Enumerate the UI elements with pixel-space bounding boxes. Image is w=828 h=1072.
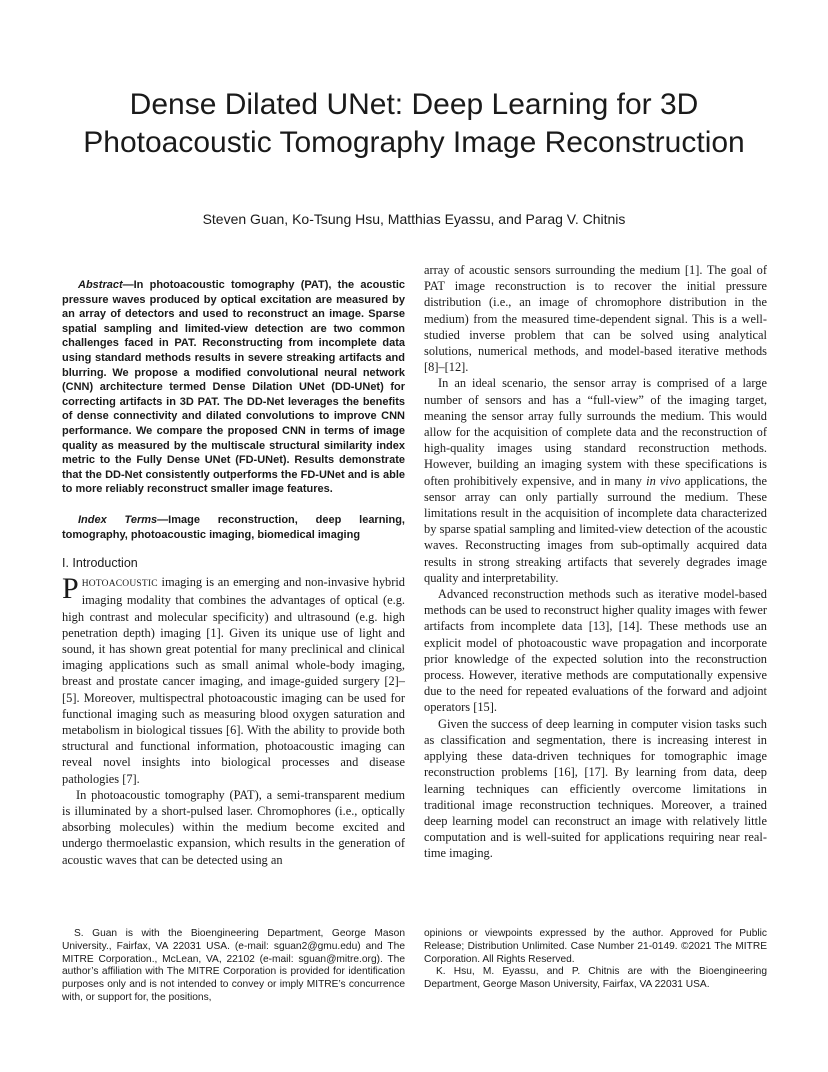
- footnote-affiliation-guan: S. Guan is with the Bioengineering Department, George Mason University., Fairfax, VA 22031 USA. (e-mail: sguan2@gmu.edu) and The MITRE Corporation., McLean, VA, 22102 (e-mail: sguan@mitre.org). The author’s affiliation with The MITRE Corporation is provided for identification purposes only and is not intended to convey or imply MITRE’s concurrence with, or support for, the positions,: [62, 928, 405, 1003]
- index-terms-text: —Image reconstruction, deep learning, tomography, photoacoustic imaging, biomedical imaging: [62, 513, 405, 541]
- abstract-text: —In photoacoustic tomography (PAT), the acoustic pressure waves produced by optical excitation are measured by an array of detectors and used to reconstruct an image. Sparse spatial sampling and limited-view detection are two common challenges faced in PAT. Reconstructing from incomplete data using standard methods results in severe streaking artifacts and blurring. We propose a modified convolutional neural network (CNN) architecture termed Dense Dilation UNet (DD-UNet) for correcting artifacts in 3D PAT. The DD-Net leverages the benefits of dense connectivity and dilated convolutions to improve CNN performance. We compare the proposed CNN in terms of image quality as measured by the multiscale structural similarity index metric to the Fully Dense UNet (FD-UNet). Results demonstrate that the DD-Net consistently outperforms the FD-UNet and is able to more reliably reconstruct smaller image features.: [62, 279, 405, 496]
- intro-paragraph-5: Given the success of deep learning in computer vision tasks such as classification and segmentation, there is increasing interest in applying these data-driven techniques for tomographic image reconstruction problems [16], [17]. By learning from data, deep learning techniques can efficiently overcome limitations in traditional image reconstruction techniques. Moreover, a trained deep learning model can reconstruct an image with relatively little computation and is well-suited for applications requiring near real-time imaging.: [424, 716, 767, 861]
- intro-paragraph-1: [62, 574, 405, 787]
- in-vivo-italic: in vivo: [646, 473, 681, 488]
- intro-paragraph-1-text: imaging is an emerging and non-invasive hybrid imaging modality that combines the advantages of optical (e.g. high contrast and molecular specificity) and ultrasound (e.g. high penetration depth) imaging [1]. Given its unique use of light and sound, it has shown great potential for many preclinical and clinical imaging applications such as small animal whole-body imaging, breast and prostate cancer imaging, and image-guided surgery [2]–[5]. Moreover, multispectral photoacoustic imaging can be used for functional imaging such as measuring blood oxygen saturation and metabolism in biological tissues [6]. With the ability to provide both structural and functional information, photoacoustic imaging can reveal novel insights into biological processes and disease pathologies [7].: [62, 575, 405, 786]
- intro-paragraph-3-part-b: applications, the sensor array can only partially surround the medium. These limitations result in the acquisition of incomplete data characterized by sparse spatial sampling and limited-view detection of the acoustic waves. Reconstructing images from sub-optimally acquired data results in strong streaking artifacts that severely degrades image quality and interpretability.: [424, 473, 767, 585]
- first-word: HOTOACOUSTIC: [81, 579, 158, 590]
- author-list: Steven Guan, Ko-Tsung Hsu, Matthias Eyassu, and Parag V. Chitnis: [202, 211, 626, 227]
- intro-paragraph-4: Advanced reconstruction methods such as iterative model-based methods can be used to reconstruct higher quality images with fewer artifacts from incomplete data [13], [14]. These methods use an explicit model of photoacoustic wave propagation and incorporate prior knowledge of the expected solution into the reconstruction process. However, iterative methods are computationally expensive due to the need for repeated evaluations of the forward and adjoint operators [15].: [424, 587, 767, 715]
- intro-paragraph-2-continued: array of acoustic sensors surrounding the medium [1]. The goal of PAT image reconstruction is to recover the initial pressure distribution (i.e., an image of chromophore distribution in the medium) from the measured time-dependent signal. This is a well-studied inverse problem that can be solved using analytical solutions, numerical methods, and model-based iterative methods [8]–[12].: [424, 263, 767, 375]
- index-terms-label: Index Terms: [78, 513, 158, 526]
- footnote-affiliation-others: K. Hsu, M. Eyassu, and P. Chitnis are with the Bioengineering Department, George Mason University, Fairfax, VA 22031 USA.: [424, 966, 767, 991]
- footnote-release-statement: opinions or viewpoints expressed by the author. Approved for Public Release; Distribution Unlimited. Case Number 21-0149. ©2021 The MITRE Corporation. All Rights Reserved.: [424, 928, 767, 965]
- intro-paragraph-3-part-a: In an ideal scenario, the sensor array is comprised of a large number of sensors and has a “full-view” of the imaging target, meaning the sensor array fully surrounds the medium. This would allow for the acquisition of complete data and the reconstruction of high-quality images using standard reconstruction methods. However, building an imaging system with these specifications is often prohibitively expensive, and in many: [424, 376, 767, 488]
- index-terms: [62, 513, 405, 542]
- right-column: [424, 262, 767, 862]
- abstract: [62, 278, 405, 497]
- footnote-right: [424, 928, 767, 992]
- left-column: [62, 262, 405, 868]
- abstract-label: Abstract: [78, 279, 123, 291]
- intro-paragraph-3: [424, 375, 767, 586]
- paper-title: Dense Dilated UNet: Deep Learning for 3D Photoacoustic Tomography Image Reconstruction: [83, 88, 745, 159]
- intro-paragraph-2: In photoacoustic tomography (PAT), a semi-transparent medium is illuminated by a short-pulsed laser. Chromophores (i.e., optically absorbing molecules) within the medium become excited and undergo thermoelastic expansion, which results in the generation of acoustic waves that can be detected using an: [62, 787, 405, 867]
- section-heading-introduction: I. Introduction: [62, 556, 138, 571]
- drop-cap: P: [62, 572, 79, 606]
- footnote-left: [62, 928, 405, 1005]
